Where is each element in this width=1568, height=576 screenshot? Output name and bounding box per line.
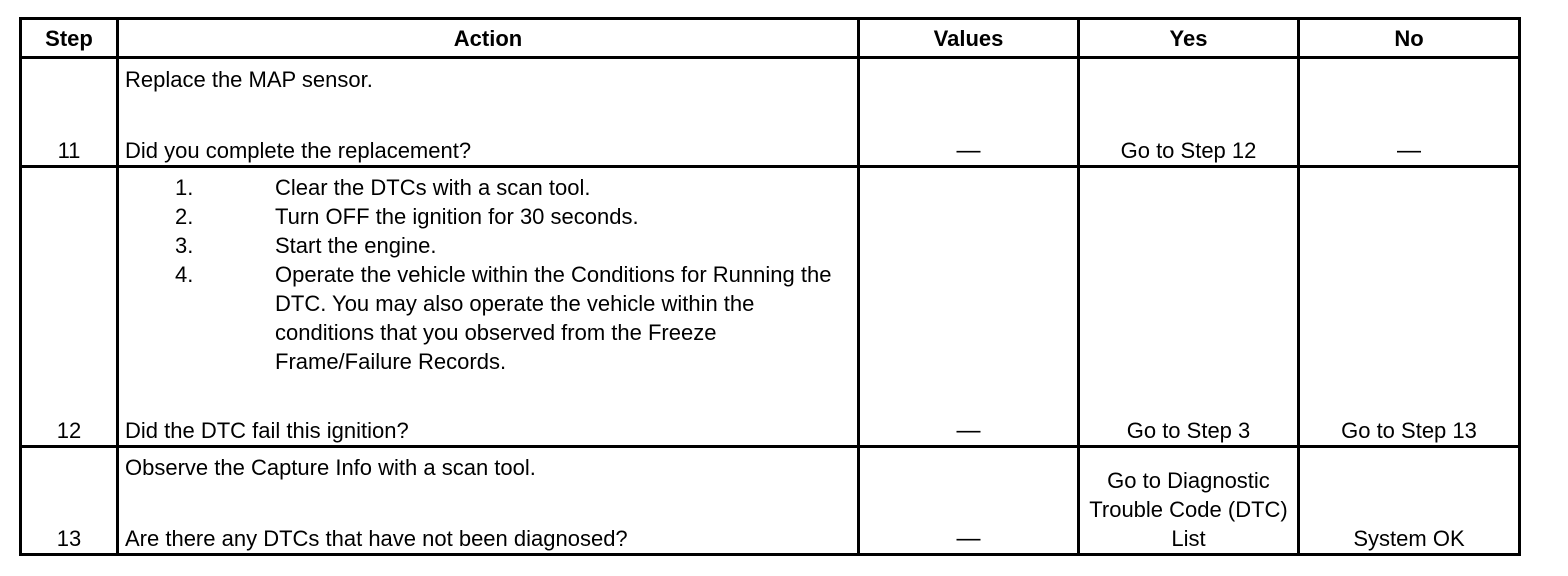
no-dash: — (1397, 137, 1421, 164)
substep-item (125, 231, 851, 260)
action-text: Replace the MAP sensor. (125, 67, 373, 92)
table-row (21, 447, 1520, 555)
substep-text: Start the engine. (275, 233, 437, 258)
question-text: Did you complete the replacement? (125, 138, 472, 163)
substep-item (125, 202, 851, 231)
step-number: 12 (21, 167, 118, 447)
substep-number: 1. (175, 175, 194, 200)
substep-number: 3. (175, 233, 194, 258)
header-action: Action (118, 19, 859, 58)
values-cell (859, 447, 1079, 555)
substep-text: Turn OFF the ignition for 30 seconds. (275, 204, 639, 229)
substep-number: 4. (175, 262, 194, 287)
yes-cell: Go to Diagnostic Trouble Code (DTC) List (1079, 447, 1299, 555)
yes-cell: Go to Step 3 (1079, 167, 1299, 447)
no-cell: Go to Step 13 (1299, 167, 1520, 447)
values-dash: — (956, 417, 981, 444)
values-dash: — (956, 137, 981, 164)
substep-item (125, 260, 851, 376)
action-cell (118, 58, 859, 167)
substep-list (125, 173, 851, 376)
substep-number: 2. (175, 204, 194, 229)
values-dash: — (956, 525, 981, 552)
question-text: Did the DTC fail this ignition? (125, 418, 409, 443)
no-cell (1299, 58, 1520, 167)
header-values: Values (859, 19, 1079, 58)
substep-text: Clear the DTCs with a scan tool. (275, 175, 591, 200)
step-number: 11 (21, 58, 118, 167)
table-row (21, 58, 1520, 167)
substep-text: Operate the vehicle within the Conditions for Running the DTC. You may also operate the vehicle within the conditions that you observed from the Freeze Frame/Failure Records. (275, 262, 832, 374)
action-cell (118, 167, 859, 447)
header-yes: Yes (1079, 19, 1299, 58)
substep-item (125, 173, 851, 202)
no-cell: System OK (1299, 447, 1520, 555)
table-header-row (21, 19, 1520, 58)
step-number: 13 (21, 447, 118, 555)
action-cell (118, 447, 859, 555)
question-text: Are there any DTCs that have not been diagnosed? (125, 526, 628, 551)
values-cell (859, 58, 1079, 167)
header-no: No (1299, 19, 1520, 58)
action-text: Observe the Capture Info with a scan tool. (125, 455, 536, 480)
values-cell (859, 167, 1079, 447)
yes-cell: Go to Step 12 (1079, 58, 1299, 167)
header-step: Step (21, 19, 118, 58)
table-row (21, 167, 1520, 447)
diagnostic-table (19, 17, 1521, 556)
